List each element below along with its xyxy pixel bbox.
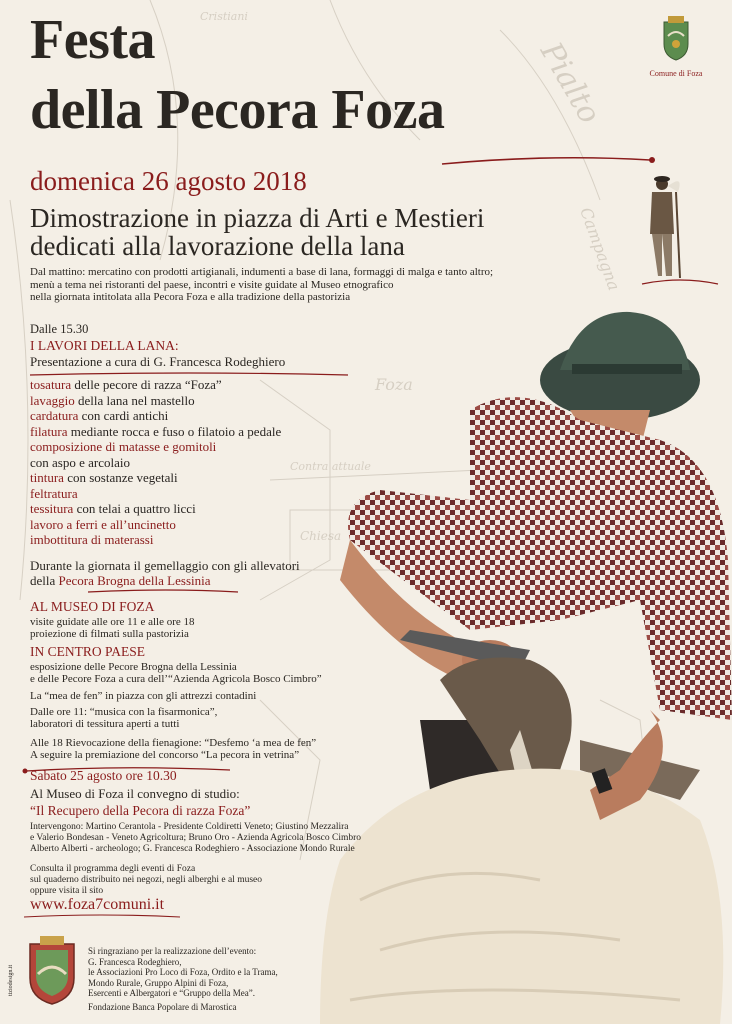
svg-text:Contra attuale: Contra attuale (290, 460, 371, 473)
intro-line: menù a tema nei ristoranti del paese, incontri e visite guidate al Museo etnografico (30, 278, 394, 291)
lavori-item (30, 486, 281, 502)
title-line-1: Festa (30, 9, 156, 71)
centro-line: esposizione delle Pecore Brogna della Lessinia (30, 661, 237, 673)
event-date: domenica 26 agosto 2018 (30, 166, 307, 196)
centro-line: e delle Pecore Foza a cura dell’“Azienda Agricola Bosco Cimbro” (30, 673, 322, 685)
lavori-item-rest: delle pecore di razza “Foza” (71, 377, 222, 392)
title-line-2: della Pecora Foza (30, 79, 445, 141)
speaker-line: Intervengono: Martino Cerantola - Presidente Coldiretti Veneto; Giustino Mezzalira (30, 822, 349, 832)
intro-line: nella giornata intitolata alla Pecora Foza e alla tradizione della pastorizia (30, 291, 351, 303)
svg-text:Cristiani: Cristiani (200, 10, 248, 23)
lavori-item-rest: con telai a quattro licci (73, 501, 196, 516)
thanks-line: Si ringraziano per la realizzazione dell’evento: (88, 946, 257, 956)
lavori-item-rest: con aspo e arcolaio (30, 454, 130, 470)
lavori-item-rest: con sostanze vegetali (63, 470, 178, 485)
lavori-item (30, 377, 281, 393)
lavori-item (30, 517, 281, 533)
museo-line-1: visite guidate alle ore 11 e alle ore 18 (30, 616, 195, 628)
intro-text (30, 266, 630, 304)
lavori-item-key: tintura (30, 470, 64, 485)
consulta-text (30, 864, 262, 897)
thanks-line: le Associazioni Pro Loco di Foza, Ordito e la Trama, (88, 967, 278, 977)
lavori-item (30, 501, 281, 517)
shepherd-figure-icon (640, 172, 720, 290)
consulta-line: sul quaderno distribuito nei negozi, negli alberghi e al museo (30, 875, 262, 885)
thanks-line: Esercenti e Albergatori e “Gruppo della Mea”. (88, 988, 256, 998)
centro-ore18-line: Alle 18 Rievocazione della fienagione: “Desfemo ‘a mea de fen” (30, 737, 317, 749)
svg-text:Campagna: Campagna (576, 204, 624, 293)
sabato-speakers (30, 822, 361, 855)
gemellaggio-swoosh (28, 586, 248, 598)
thanks-line: Mondo Rurale, Gruppo Alpini di Foza, (88, 977, 229, 988)
lavori-item-key: lavaggio (30, 392, 75, 408)
lavori-item-key: tosatura (30, 377, 72, 392)
svg-text:Chiesa: Chiesa (300, 529, 342, 543)
subtitle-line-2: dedicati alla lavorazione della lana (30, 231, 405, 261)
museo-line-2: proiezione di filmati sulla pastorizia (30, 628, 189, 640)
website-swoosh (20, 912, 190, 922)
lavori-list (30, 377, 281, 548)
side-credit: tiziodesign.it (8, 964, 14, 996)
speaker-line: Alberto Alberti - archeologo; G. Francesca Rodeghiero - Associazione Mondo Rurale (30, 844, 355, 854)
lavori-item-rest: mediante rocca e fuso o filatoio a pedale (67, 423, 282, 439)
thanks-line: G. Francesca Rodeghiero, (88, 956, 182, 967)
centro-heading: IN CENTRO PAESE (30, 644, 146, 659)
centro-ore18-line: A seguire la premiazione del concorso “La pecora in vetrina” (30, 749, 300, 761)
centro-ore11-line: Dalle ore 11: “musica con la fisarmonica”, (30, 706, 218, 718)
sabato-heading: Sabato 25 agosto ore 10.30 (30, 768, 177, 783)
crest-icon (658, 14, 694, 64)
crest (648, 14, 704, 79)
lavori-presenter: Presentazione a cura di G. Francesca Rodeghiero (30, 354, 286, 369)
centro-mea: La “mea de fen” in piazza con gli attrezzi contadini (30, 690, 257, 702)
lavori-item-key: tessitura (30, 501, 74, 516)
lavori-item-key: imbottitura di materassi (30, 532, 154, 547)
shearing-photo (320, 300, 732, 1024)
lavori-item-rest: della lana nel mastello (74, 392, 195, 408)
sabato-title: “Il Recupero della Pecora di razza Foza” (30, 803, 251, 818)
sabato-line-1: Al Museo di Foza il convegno di studio: (30, 786, 240, 801)
thanks-line: Fondazione Banca Popolare di Marostica (88, 1001, 237, 1012)
intro-line: Dal mattino: mercatino con prodotti artigianali, indumenti a base di lana, formaggi di malga e tanto altro; (30, 266, 494, 278)
lavori-heading: I LAVORI DELLA LANA: (30, 338, 179, 353)
website-link[interactable]: www.foza7comuni.it (30, 896, 165, 913)
lavori-item (30, 439, 281, 455)
thanks-text (88, 946, 278, 1012)
lavori-item-key: feltratura (30, 485, 78, 501)
from-time: Dalle 15.30 (30, 322, 89, 336)
svg-text:Pialto: Pialto (533, 36, 608, 130)
lavori-item (30, 424, 281, 440)
lavori-item (30, 408, 281, 424)
lavori-item (30, 455, 281, 471)
foza-coat-of-arms-icon (24, 934, 80, 1008)
gemellaggio-prefix: della (30, 573, 59, 588)
lavori-item-rest: con cardi antichi (78, 408, 169, 423)
title-swoosh (440, 150, 660, 174)
centro-ore11-line: laboratori di tessitura aperti a tutti (30, 718, 180, 730)
lavori-item-key: composizione di matasse e gomitoli (30, 439, 217, 454)
speaker-line: e Valerio Bondesan - Veneto Agricoltura; Bruno Oro - Azienda Agricola Bosco Cimbro (30, 833, 362, 843)
gemellaggio-line-1: Durante la giornata il gemellaggio con gli allevatori (30, 558, 300, 573)
consulta-line: Consulta il programma degli eventi di Foza (30, 864, 196, 874)
gemellaggio-red: Pecora Brogna della Lessinia (58, 573, 211, 588)
lavori-item (30, 532, 281, 548)
subtitle-line-1: Dimostrazione in piazza di Arti e Mestieri (30, 203, 485, 233)
lavori-item-key: cardatura (30, 408, 79, 423)
museo-heading: AL MUSEO DI FOZA (30, 599, 155, 614)
lavori-item (30, 470, 281, 486)
lavori-item-key: lavoro a ferri e all’uncinetto (30, 516, 176, 532)
lavori-item-key: filatura (30, 423, 68, 439)
lavori-item (30, 393, 281, 409)
consulta-line: oppure visita il sito (30, 886, 104, 896)
svg-text:Foza: Foza (375, 375, 413, 394)
crest-label: Comune di Foza (649, 69, 703, 78)
